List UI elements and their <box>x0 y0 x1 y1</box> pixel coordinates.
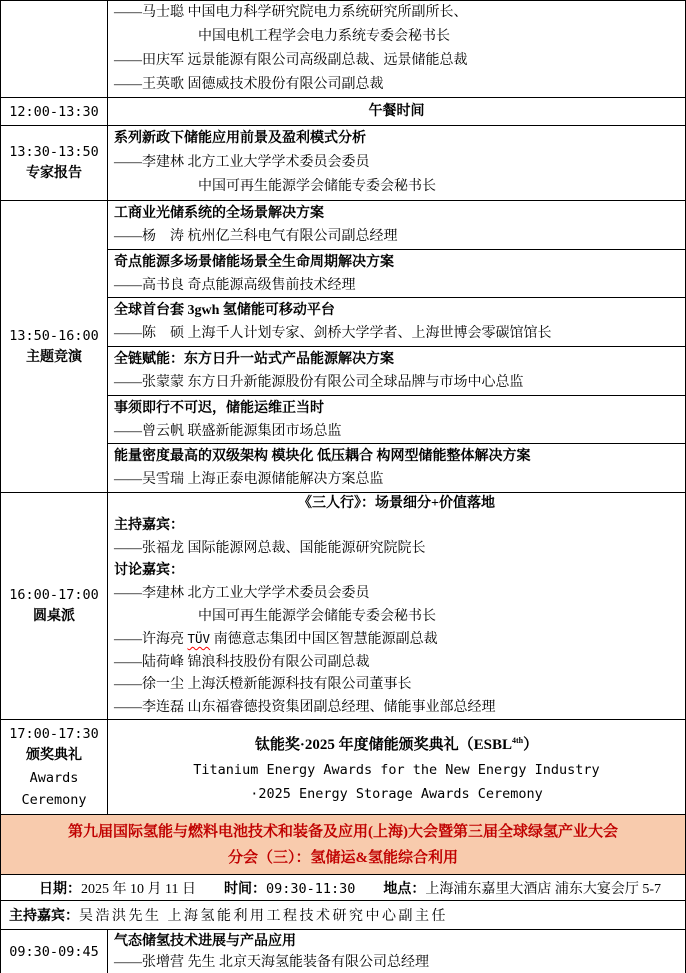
awards-title-main: 钛能奖·2025 年度储能颁奖典礼（ESBL <box>254 737 512 753</box>
tuv-spellcheck-text: TÜV <box>187 631 211 647</box>
speaker-line: ——徐一尘 上海沃橙新能源科技有限公司董事长 <box>114 677 412 693</box>
keynote-time: 13:50-16:00 <box>9 327 99 344</box>
lunch-time: 12:00-13:30 <box>1 98 108 125</box>
speaker-line: ——李连磊 山东福睿德投资集团副总经理、储能事业部总经理 <box>114 699 496 715</box>
banner-title-line1: 第九届国际氢能与燃料电池技术和装备及应用(上海)大会暨第三届全球绿氢产业大会 <box>68 823 618 840</box>
awards-time-cell <box>1 720 108 814</box>
awards-content <box>108 720 685 814</box>
meta-venue <box>383 878 661 898</box>
keynote-time-cell <box>1 201 108 492</box>
speaker-line: ——吴雪瑞 上海正泰电源储能解决方案总监 <box>114 472 384 488</box>
roundtable-title: 《三人行》：场景细分+价值落地 <box>298 495 495 511</box>
roundtable-session-label: 圆桌派 <box>33 609 75 624</box>
panelist-name: ——许海亮 <box>114 632 188 648</box>
talk-item <box>108 201 685 250</box>
host-guest-row-value: 吴浩洪先生 上海氢能利用工程技术研究中心副主任 <box>79 909 448 924</box>
keynote-talk-list <box>108 201 685 492</box>
talk-title: 系列新政下储能应用前景及盈利模式分析 <box>114 131 366 146</box>
time-label: 时间： <box>223 881 266 897</box>
banner-title-line2: 分会（三）：氢储运&氢能综合利用 <box>228 849 458 866</box>
roundtable-time-cell <box>1 493 108 719</box>
host-guest-row <box>1 901 685 930</box>
host-guest-row-label: 主持嘉宾： <box>9 909 79 924</box>
expert-session-label: 专家报告 <box>26 166 82 181</box>
time-value: 09:30-11:30 <box>265 880 356 897</box>
speaker-line: ——高书良 奇点能源高级售前技术经理 <box>114 277 356 293</box>
meta-row <box>1 875 685 901</box>
speaker-line: ——张蒙蒙 东方日升新能源股份有限公司全球品牌与市场中心总监 <box>114 374 524 390</box>
awards-time: 17:00-17:30 <box>9 726 99 742</box>
awards-title-close: ） <box>523 737 539 753</box>
talk-title: 工商业光储系统的全场景解决方案 <box>114 205 324 221</box>
speaker-line: ——马士聪 中国电力科学研究院电力系统研究所副所长、 <box>114 5 468 20</box>
section-keynote <box>1 201 685 493</box>
awards-english-line2: ·2025 Energy Storage Awards Ceremony <box>250 786 543 802</box>
talk-title: 事须即行不可迟，储能运维正当时 <box>114 400 324 416</box>
speaker-line: ——陈 硕 上海千人计划专家、剑桥大学学者、上海世博会零碳馆馆长 <box>114 326 552 342</box>
speaker-line: ——李建林 北方工业大学学术委员会委员 <box>114 585 370 601</box>
section-lunch <box>1 98 685 126</box>
venue-label: 地点： <box>383 881 426 897</box>
section-awards <box>1 720 685 815</box>
lunch-label: 午餐时间 <box>368 103 425 119</box>
speaker-line: ——杨 涛 杭州亿兰科电气有限公司副总经理 <box>114 228 398 244</box>
speaker-line: ——田庆军 远景能源有限公司高级副总裁、远景储能总裁 <box>114 53 468 68</box>
talk-title: 气态储氢技术进展与产品应用 <box>114 933 296 949</box>
speaker-line-continuation: 中国可再生能源学会储能专委会秘书长 <box>198 179 436 194</box>
keynote-session-label: 主题竞演 <box>26 349 82 365</box>
talk-item <box>108 396 685 445</box>
speaker-line: ——曾云帆 联盛新能源集团市场总监 <box>114 423 342 439</box>
roundtable-content <box>108 493 685 719</box>
lunch-cell <box>108 98 685 125</box>
date-label: 日期： <box>39 881 81 897</box>
talk-title: 全链赋能：东方日升一站式产品能源解决方案 <box>114 351 394 367</box>
speaker-line <box>114 628 679 652</box>
section-hydrogen-talk <box>1 930 685 973</box>
expert-content <box>108 126 685 200</box>
talk-item <box>108 444 685 492</box>
awards-title-superscript: 4th <box>511 736 524 745</box>
section-carryover <box>1 1 685 98</box>
talk-item <box>108 250 685 299</box>
speaker-line: ——张增营 先生 北京天海氢能装备有限公司总经理 <box>114 954 429 970</box>
section-roundtable <box>1 493 685 720</box>
talk-item <box>108 298 685 347</box>
roundtable-time: 16:00-17:00 <box>9 587 99 603</box>
talk-title: 能量密度最高的双级架构 模块化 低压耦合 构网型储能整体解决方案 <box>114 449 531 465</box>
hydrogen-talk-content <box>108 930 685 973</box>
speaker-line: ——李建林 北方工业大学学术委员会委员 <box>114 155 370 170</box>
panelist-affiliation: 南德意志集团中国区智慧能源副总裁 <box>210 632 438 648</box>
host-guest-label: 主持嘉宾： <box>114 518 184 534</box>
meta-date <box>39 878 196 898</box>
talk-item <box>108 347 685 396</box>
panel-guest-label: 讨论嘉宾： <box>114 563 184 579</box>
speaker-line: ——王英歌 固德威技术股份有限公司副总裁 <box>114 77 384 92</box>
hydrogen-talk-time: 09:30-09:45 <box>1 930 108 973</box>
hydrogen-conference-banner <box>1 815 685 875</box>
expert-time-cell <box>1 126 108 200</box>
section-expert-report <box>1 126 685 201</box>
date-value: 2025 年 10 月 11 日 <box>81 881 196 897</box>
venue-value: 上海浦东嘉里大酒店 浦东大宴会厅 5-7 <box>425 881 662 897</box>
talk-title: 奇点能源多场景储能场景全生命周期解决方案 <box>114 254 394 270</box>
meta-time <box>224 878 355 898</box>
awards-session-label-en1: Awards <box>29 770 79 786</box>
speaker-line-continuation: 中国可再生能源学会储能专委会秘书长 <box>198 608 436 624</box>
awards-title <box>114 728 679 758</box>
talk-title: 全球首台套 3gwh 氢储能可移动平台 <box>114 303 335 319</box>
speaker-line: ——张福龙 国际能源网总裁、国能能源研究院院长 <box>114 540 426 556</box>
awards-session-label-cn: 颁奖典礼 <box>26 748 82 763</box>
awards-english-line1: Titanium Energy Awards for the New Energy Industry <box>193 762 600 778</box>
speaker-line-continuation: 中国电机工程学会电力系统专委会秘书长 <box>198 29 450 44</box>
carryover-time-cell <box>1 1 108 97</box>
carryover-content <box>108 1 685 97</box>
speaker-line: ——陆荷峰 锦浪科技股份有限公司副总裁 <box>114 654 370 670</box>
awards-session-label-en2: Ceremony <box>21 792 87 808</box>
expert-time: 13:30-13:50 <box>9 144 99 160</box>
